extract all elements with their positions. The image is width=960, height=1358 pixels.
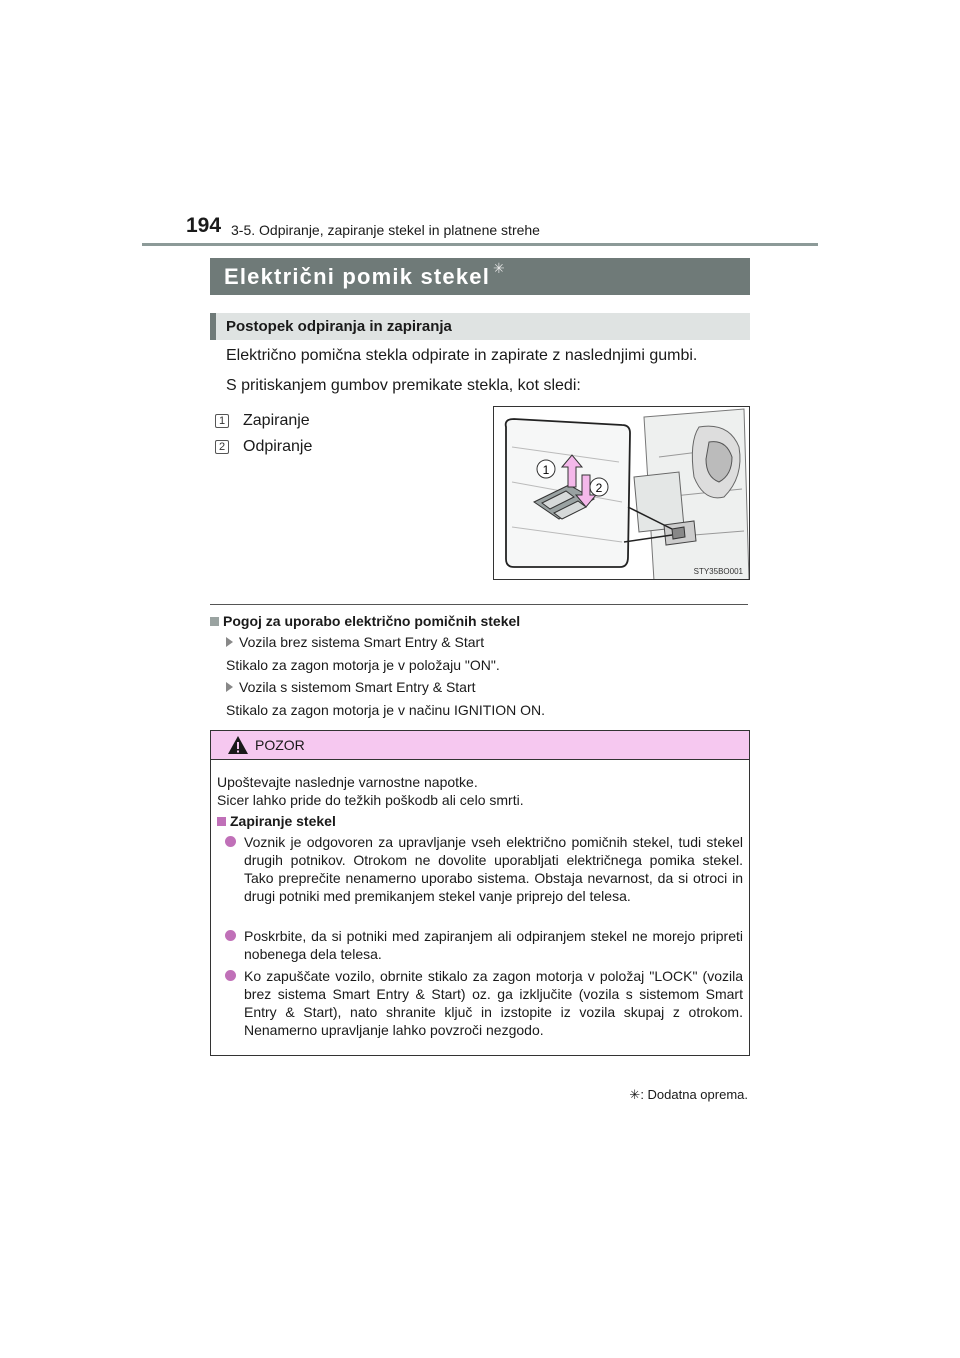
warning-header <box>211 731 749 760</box>
asterisk-icon: ✳ <box>493 260 506 276</box>
running-head: 3-5. Odpiranje, zapiranje stekel in platnene strehe <box>231 222 540 238</box>
warning-triangle-icon <box>227 735 249 755</box>
warning-bullet <box>225 927 743 963</box>
circle-bullet-icon <box>225 930 236 941</box>
subsection-title: Postopek odpiranja in zapiranja <box>210 313 750 340</box>
warning-box <box>210 730 750 1056</box>
conditions-title <box>210 613 520 629</box>
vehicle-variant <box>226 634 484 650</box>
circle-bullet-icon <box>225 970 236 981</box>
conditions-title-text: Pogoj za uporabo električno pomičnih stekel <box>223 613 521 629</box>
warning-intro-line: Sicer lahko pride do težkih poškodb ali celo smrti. <box>217 792 524 808</box>
number-2-icon: 2 <box>215 440 229 454</box>
window-switch-illustration <box>493 406 750 580</box>
circle-bullet-icon <box>225 836 236 847</box>
condition-text: Stikalo za zagon motorja je v položaju "ON". <box>226 657 500 673</box>
footnote <box>629 1087 748 1103</box>
warning-label: POZOR <box>255 737 305 753</box>
warning-bullet-text: Poskrbite, da si potniki med zapiranjem ali odpiranjem stekel ne morejo pripreti nobenega dela telesa. <box>244 928 743 962</box>
header-rule <box>142 243 818 246</box>
triangle-bullet-icon <box>226 637 233 647</box>
warning-subtitle-text: Zapiranje stekel <box>230 813 336 829</box>
figure-code: STY35BO001 <box>693 567 743 576</box>
asterisk-icon: ✳ <box>629 1087 641 1102</box>
square-bullet-icon <box>217 817 226 826</box>
item-label: Zapiranje <box>243 412 310 429</box>
callout-2: 2 <box>595 481 603 495</box>
paragraph-1: Električno pomična stekla odpirate in zapirate z naslednjimi gumbi. <box>226 347 698 364</box>
paragraph-2: S pritiskanjem gumbov premikate stekla, kot sledi: <box>226 377 581 394</box>
section-title-bar <box>210 258 750 295</box>
warning-intro <box>217 773 524 809</box>
triangle-bullet-icon <box>226 682 233 692</box>
item-label: Odpiranje <box>243 438 313 455</box>
vehicle-variant-label: Vozila s sistemom Smart Entry & Start <box>239 679 476 695</box>
warning-bullet <box>225 967 743 1039</box>
warning-bullet <box>225 833 743 905</box>
section-title: Električni pomik stekel <box>224 263 491 289</box>
list-item <box>215 438 312 456</box>
warning-intro-line: Upoštevajte naslednje varnostne napotke. <box>217 774 478 790</box>
separator-rule <box>210 604 748 605</box>
vehicle-variant-label: Vozila brez sistema Smart Entry & Start <box>239 634 485 650</box>
number-1-icon: 1 <box>215 414 229 428</box>
warning-bullet-text: Ko zapuščate vozilo, obrnite stikalo za zagon motorja v položaj "LOCK" (vozila brez sistema Smart Entry & Start) oz. ga izključite (vozila s sistemom Smart Entry & Start), nato shranite ključ in izstopite iz vozila skupaj z otrokom. Nenamerno upravljanje lahko povzroči nezgodo. <box>244 968 743 1038</box>
page-number: 194 <box>186 214 222 237</box>
condition-text: Stikalo za zagon motorja je v načinu IGNITION ON. <box>226 702 546 718</box>
square-bullet-icon <box>210 617 219 626</box>
footnote-text: : Dodatna oprema. <box>640 1087 748 1102</box>
vehicle-variant <box>226 679 476 695</box>
warning-bullet-text: Voznik je odgovoren za upravljanje vseh električno pomičnih stekel, tudi stekel drugih potnikov. Otrokom ne dovolite uporabljati električnega pomika stekel. Tako preprečite nenamerno uporabo sistema. Obstaja nevarnost, da si otroci in drugi potniki med premikanjem stekel vanje priprejo del telesa. <box>244 834 743 904</box>
door-panel-drawing <box>494 407 750 580</box>
list-item <box>215 412 310 430</box>
callout-1: 1 <box>542 463 550 477</box>
warning-subtitle <box>217 813 336 829</box>
